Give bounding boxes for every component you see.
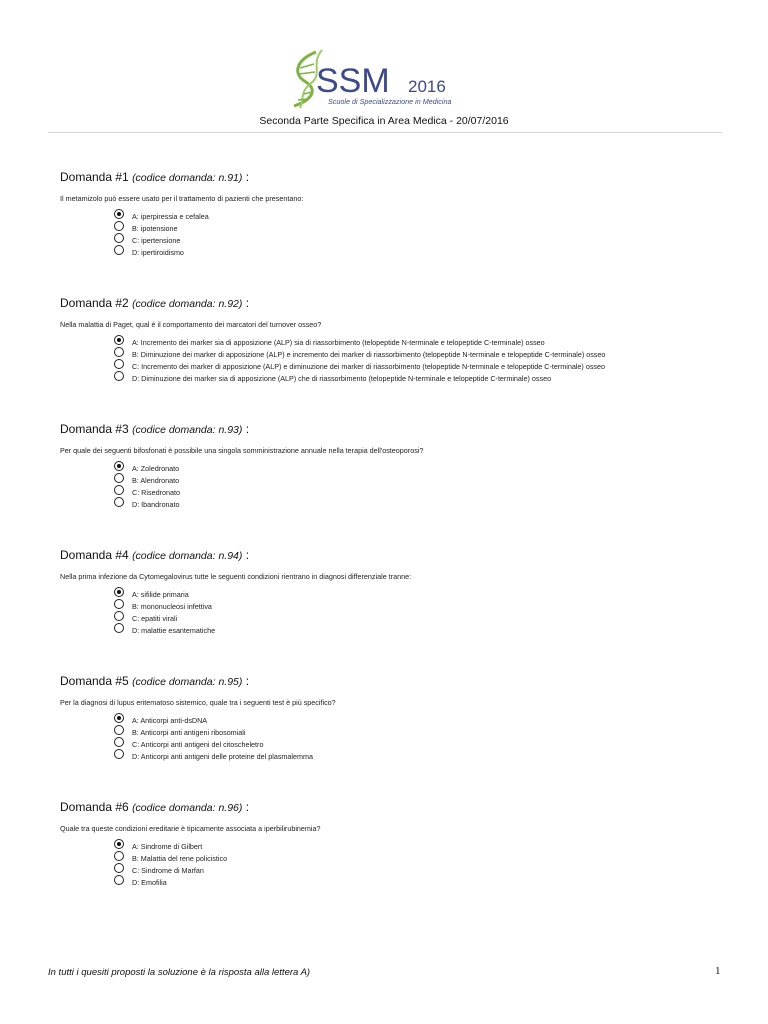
question-title (60, 422, 249, 436)
question-colon: : (245, 422, 250, 436)
radio-unchecked-icon[interactable] (114, 497, 124, 507)
question-text: Nella malattia di Paget, qual è il comportamento dei marcatori del turnover osseo? (60, 320, 322, 329)
answer-option[interactable] (114, 588, 215, 600)
radio-unchecked-icon[interactable] (114, 599, 124, 609)
answer-option-label: B: Malattia del rene policistico (132, 853, 228, 863)
answer-option-label: C: Risedronato (132, 487, 180, 497)
radio-checked-icon[interactable] (114, 461, 124, 471)
radio-unchecked-icon[interactable] (114, 347, 124, 357)
answer-option[interactable] (114, 462, 180, 474)
question-text: Nella prima infezione da Cytomegalovirus tutte le seguenti condizioni rientrano in diagnosi differenziale tranne: (60, 572, 412, 581)
answer-option[interactable] (114, 876, 227, 888)
answer-option[interactable] (114, 600, 215, 612)
question-code: (codice domanda: n.95) (132, 676, 243, 688)
answer-options (114, 588, 215, 636)
header-divider (48, 132, 722, 133)
question-block (60, 536, 740, 662)
question-code: (codice domanda: n.93) (132, 424, 243, 436)
answer-option-label: C: Sindrome di Marfan (132, 865, 204, 875)
radio-unchecked-icon[interactable] (114, 737, 124, 747)
logo-brand: SSM (316, 62, 390, 100)
question-block (60, 410, 740, 536)
answer-option[interactable] (114, 840, 227, 852)
question-title (60, 800, 249, 814)
answer-option[interactable] (114, 726, 313, 738)
answer-options (114, 840, 227, 888)
question-block (60, 284, 740, 410)
answer-option-label: A: Sindrome di Gilbert (132, 841, 203, 851)
question-label: Domanda #3 (60, 422, 129, 436)
question-title (60, 296, 249, 310)
answer-option-label: C: epatiti virali (132, 613, 178, 623)
answer-option[interactable] (114, 612, 215, 624)
question-code: (codice domanda: n.91) (132, 172, 243, 184)
answer-option[interactable] (114, 486, 180, 498)
answer-option[interactable] (114, 852, 227, 864)
question-title (60, 548, 249, 562)
radio-unchecked-icon[interactable] (114, 863, 124, 873)
question-block (60, 788, 740, 914)
question-colon: : (245, 674, 250, 688)
answer-option-label: B: Diminuzione dei marker di apposizione (ALP) e incremento dei marker di riassorbimento (telopeptide N-terminale e telopeptide C-terminale) osseo (132, 349, 606, 359)
question-code: (codice domanda: n.94) (132, 550, 243, 562)
answer-option[interactable] (114, 624, 215, 636)
ssm-logo (282, 48, 482, 110)
question-label: Domanda #4 (60, 548, 129, 562)
answer-option[interactable] (114, 738, 313, 750)
question-code: (codice domanda: n.92) (132, 298, 243, 310)
question-title (60, 170, 249, 184)
answer-option[interactable] (114, 210, 209, 222)
question-label: Domanda #5 (60, 674, 129, 688)
radio-unchecked-icon[interactable] (114, 245, 124, 255)
radio-unchecked-icon[interactable] (114, 623, 124, 633)
answer-option[interactable] (114, 222, 209, 234)
answer-option-label: D: Anticorpi anti antigeni delle proteine del plasmalemma (132, 751, 313, 761)
answer-option[interactable] (114, 750, 313, 762)
radio-unchecked-icon[interactable] (114, 473, 124, 483)
logo-tagline: Scuole di Specializzazione in Medicina (328, 97, 452, 106)
question-text: Il metamizolo può essere usato per il trattamento di pazienti che presentano: (60, 194, 304, 203)
answer-option[interactable] (114, 864, 227, 876)
question-colon: : (245, 170, 250, 184)
footer-note: In tutti i quesiti proposti la soluzione è la risposta alla lettera A) (48, 967, 311, 978)
answer-option[interactable] (114, 336, 605, 348)
question-block (60, 158, 740, 284)
answer-option[interactable] (114, 360, 605, 372)
answer-option-label: A: sifilide primaria (132, 589, 189, 599)
answer-option[interactable] (114, 714, 313, 726)
answer-option-label: A: Anticorpi anti-dsDNA (132, 715, 208, 725)
question-code: (codice domanda: n.96) (132, 802, 243, 814)
answer-option[interactable] (114, 498, 180, 510)
answer-option[interactable] (114, 474, 180, 486)
question-list (60, 158, 740, 914)
answer-option-label: D: malattie esantematiche (132, 625, 216, 635)
answer-options (114, 336, 605, 384)
radio-checked-icon[interactable] (114, 713, 124, 723)
radio-unchecked-icon[interactable] (114, 851, 124, 861)
radio-unchecked-icon[interactable] (114, 371, 124, 381)
answer-option-label: B: ipotensione (132, 223, 178, 233)
answer-option[interactable] (114, 234, 209, 246)
answer-option-label: D: Diminuzione dei marker sia di apposizione (ALP) che di riassorbimento (telopeptide N-terminale e telopeptide C-terminale) osseo (132, 373, 552, 383)
logo-year: 2016 (408, 77, 446, 96)
page-number: 1 (715, 965, 721, 977)
radio-unchecked-icon[interactable] (114, 749, 124, 759)
exam-title: Seconda Parte Specifica in Area Medica - 20/07/2016 (259, 115, 509, 127)
question-title (60, 674, 249, 688)
answer-option[interactable] (114, 246, 209, 258)
answer-option-label: A: Incremento dei marker sia di apposizione (ALP) sia di riassorbimento (telopeptide N-terminale e telopeptide C-terminale) osseo (132, 337, 545, 347)
answer-option-label: B: Alendronato (132, 475, 180, 485)
answer-options (114, 714, 313, 762)
answer-option[interactable] (114, 348, 605, 360)
radio-unchecked-icon[interactable] (114, 485, 124, 495)
dna-helix-icon (282, 48, 482, 110)
radio-checked-icon[interactable] (114, 839, 124, 849)
question-text: Per quale dei seguenti bifosfonati è possibile una singola somministrazione annuale nella terapia dell'osteoporosi? (60, 446, 424, 455)
radio-unchecked-icon[interactable] (114, 611, 124, 621)
radio-checked-icon[interactable] (114, 335, 124, 345)
radio-unchecked-icon[interactable] (114, 875, 124, 885)
radio-checked-icon[interactable] (114, 587, 124, 597)
question-colon: : (245, 800, 250, 814)
answer-option-label: B: Anticorpi anti antigeni ribosomiali (132, 727, 246, 737)
question-text: Per la diagnosi di lupus eritematoso sistemico, quale tra i seguenti test è più specifico? (60, 698, 336, 707)
radio-unchecked-icon[interactable] (114, 359, 124, 369)
radio-unchecked-icon[interactable] (114, 233, 124, 243)
answer-options (114, 462, 180, 510)
radio-unchecked-icon[interactable] (114, 725, 124, 735)
answer-option-label: C: ipertensione (132, 235, 181, 245)
question-block (60, 662, 740, 788)
answer-option-label: D: Ibandronato (132, 499, 180, 509)
question-label: Domanda #1 (60, 170, 129, 184)
question-label: Domanda #6 (60, 800, 129, 814)
answer-option-label: C: Incremento dei marker di apposizione (ALP) e diminuzione dei marker di riassorbimento (telopeptide N-terminale e telopeptide C-terminale) osseo (132, 361, 605, 371)
question-colon: : (245, 548, 250, 562)
radio-unchecked-icon[interactable] (114, 221, 124, 231)
answer-option-label: A: iperpiressia e cefalea (132, 211, 209, 221)
answer-options (114, 210, 209, 258)
question-label: Domanda #2 (60, 296, 129, 310)
radio-checked-icon[interactable] (114, 209, 124, 219)
answer-option-label: A: Zoledronato (132, 463, 180, 473)
answer-option[interactable] (114, 372, 605, 384)
question-colon: : (245, 296, 250, 310)
answer-option-label: C: Anticorpi anti antigeni del citoscheletro (132, 739, 264, 749)
question-text: Quale tra queste condizioni ereditarie è tipicamente associata a iperbilirubinemia? (60, 824, 321, 833)
answer-option-label: D: Emofilia (132, 877, 167, 887)
answer-option-label: D: ipertiroidismo (132, 247, 184, 257)
answer-option-label: B: mononucleosi infettiva (132, 601, 212, 611)
